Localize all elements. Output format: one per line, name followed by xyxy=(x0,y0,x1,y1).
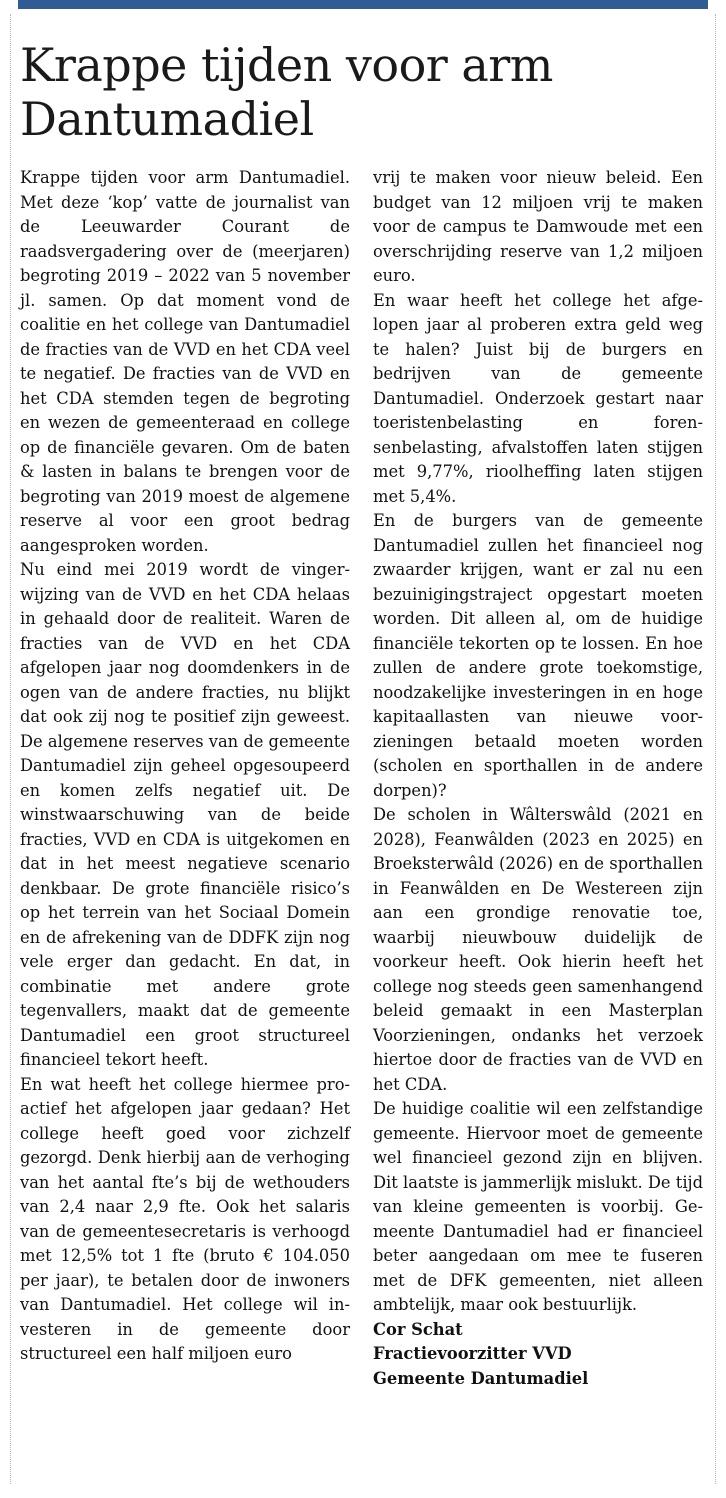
paragraph-left-3: En wat heeft het college hiermee pro-actief het afgelopen jaar gedaan? Het college heeft goed voor zichzelf gezorgd. Denk hierbij aan de verhoging van het aantal fte’s bij de wethouders van 2,4 naar 2,9 fte. Ook het salaris van de gemeentesecretaris is verhoogd met 12,5% tot 1 fte (bruto € 104.050 per jaar), te betalen door de inwoners van Dantumadiel. Het college wil investeren in de gemeente door structureel een half miljoen euro xyxy=(20,1074,350,1363)
paragraph-right-1: vrij te maken voor nieuw beleid. Een budget van 12 miljoen vrij te maken voor de campus te Damwoude met een overschrijding reserve van 1,2 miljoen euro. xyxy=(373,168,703,285)
article-column-left xyxy=(20,166,350,1367)
header-accent-bar xyxy=(18,0,708,9)
paragraph-left-2: Nu eind mei 2019 wordt de vingerwijzing van de VVD en het CDA helaas in gehaald door de realiteit. Waren de fracties van de VVD en het CDA afgelopen jaar nog doomdenkers in de ogen van de andere fracties, nu blijkt dat ook zij nog te positief zijn geweest. De algemene reserves van de gemeente Dantumadiel zijn geheel opgesoupeerd en komen zelfs negatief uit. De winstwaarschuwing van de beide fracties, VVD en CDA is uitgekomen en dat in het meest negatieve scenario denkbaar. De grote financiële risico’s op het terrein van het Sociaal Domein en de afrekening van de DDFK zijn nog vele erger dan gedacht. En dat, in combinatie met andere grote tegenvallers, maakt dat de gemeente Dantumadiel een groot structureel financieel tekort heeft. xyxy=(20,560,350,1069)
paragraph-right-4: De scholen in Wâlterswâld (2021 en 2028), Feanwâlden (2023 en 2025) en Broeksterwâld (2026) en de sporthallen in Feanwâlden en De Westereen zijn aan een grondige renovatie toe, waarbij nieuwbouw duidelijk de voorkeur heeft. Ook hierin heeft het college nog steeds geen samenhangend beleid gemaakt in een Masterplan Voorzieningen, ondanks het verzoek hiertoe door de fracties van de VVD en het CDA. xyxy=(373,805,703,1094)
right-column-rule xyxy=(715,14,716,1484)
left-column-rule xyxy=(10,14,11,1484)
author-signature xyxy=(373,1318,703,1392)
author-name: Cor Schat xyxy=(373,1319,463,1339)
paragraph-right-3: En de burgers van de gemeente Dantumadiel zullen het financieel nog zwaarder krijgen, want er zal nu een bezuinigingstraject opgestart moeten worden. Dit alleen al, om de huidige financiële tekorten op te lossen. En hoe zullen de andere grote toekomstige, noodzakelijke investeringen in en hoge kapitaallasten van nieuwe voorzieningen betaald moeten worden (scholen en sporthallen in de andere dorpen)? xyxy=(373,511,703,800)
headline-line-2: Dantumadiel xyxy=(20,92,314,146)
article-column-right xyxy=(373,166,703,1391)
paragraph-right-5: De huidige coalitie wil een zelfstandige gemeente. Hiervoor moet de gemeente wel financieel gezond zijn en blijven. Dit laatste is jammerlijk mislukt. De tijd van kleine gemeenten is voorbij. Gemeente Dantumadiel had er financieel beter aangedaan om mee te fuseren met de DFK gemeenten, niet alleen ambtelijk, maar ook bestuurlijk. xyxy=(373,1099,703,1314)
paragraph-left-1: Krappe tijden voor arm Dantumadiel. Met deze ‘kop’ vatte de journalist van de Leeuwarder Courant de raadsvergadering over de (meerjaren) begroting 2019 – 2022 van 5 november jl. samen. Op dat moment vond de coalitie en het college van Dantumadiel de fracties van de VVD en het CDA veel te negatief. De fracties van de VVD en het CDA stemden tegen de begroting en wezen de gemeenteraad en college op de financiële gevaren. Om de baten & lasten in balans te brengen voor de begroting van 2019 moest de algemene reserve al voor een groot bedrag aangesproken worden. xyxy=(20,168,350,555)
article-headline xyxy=(20,38,710,146)
paragraph-right-2: En waar heeft het college het afgelopen jaar al proberen extra geld weg te halen? Juist bij de burgers en bedrijven van de gemeente Dantumadiel. Onderzoek gestart naar toeristenbelasting en forensenbelasting, afvalstoffen laten stijgen met 9,77%, rioolheffing laten stijgen met 5,4%. xyxy=(373,290,703,506)
headline-line-1: Krappe tijden voor arm xyxy=(20,38,553,92)
author-role: Fractievoorzitter VVD xyxy=(373,1344,572,1363)
author-organization: Gemeente Dantumadiel xyxy=(373,1368,589,1388)
